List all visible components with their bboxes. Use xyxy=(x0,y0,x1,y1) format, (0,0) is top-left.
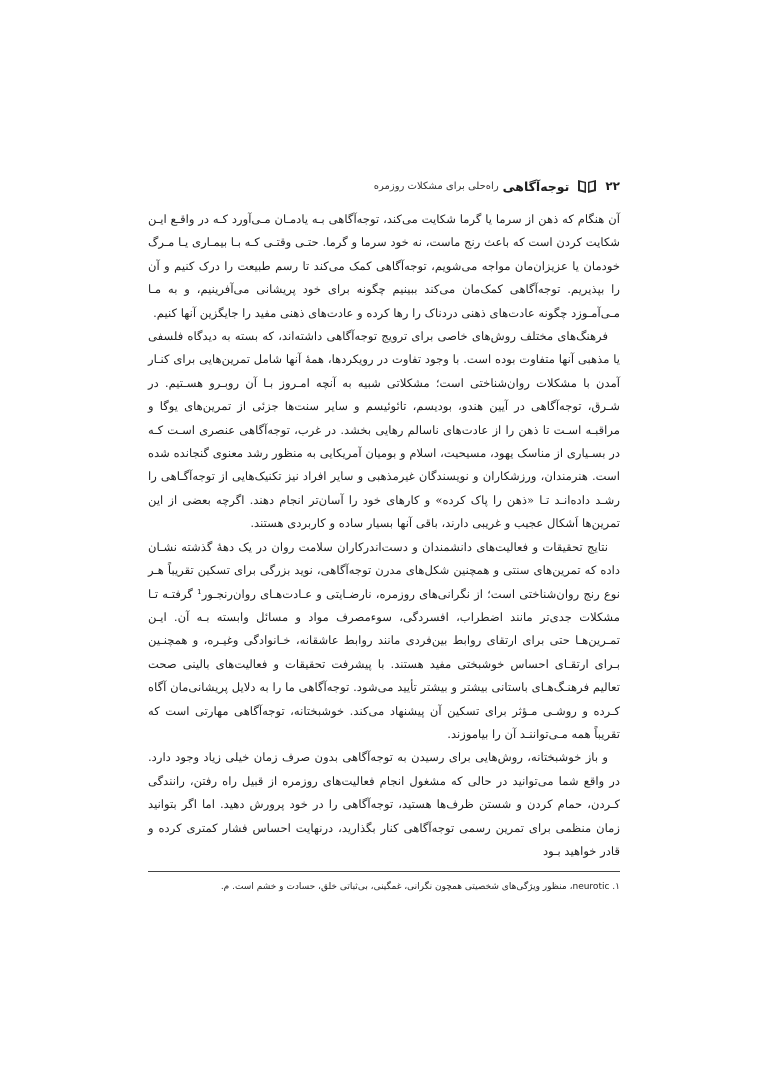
paragraph-3: نتایج تحقیقات و فعالیت‌های دانشمندان و دست‌اندرکاران سلامت روان در یک دهۀ گذشته نشـان داده که تمرین‌های سنتی و همچنین شکل‌های مدرن توجه‌آگاهی، نوید بزرگی برای تسکین تقریباً هـر نوع رنج روان‌شناختی است؛ از نگرانی‌های روزمره، نارضـایتی و عـادت‌هـای روان‌رنجـور¹ گرفتـه تـا مشکلات جدی‌تر مانند اضطراب، افسردگی، سوءمصرف مواد و مسائل وابسته بـه آن. ایـن تمـرین‌هـا حتی برای ارتقای روابط بین‌فردی مانند روابط عاشقانه، خـانوادگی وغیـره، و همچنـین بـرای ارتقـای احساس خوشبختی مفید هستند. با پیشرفت تحقیقات و فعالیت‌های بالینی صحت تعالیم فرهنـگ‌هـای باستانی بیشتر و بیشتر تأیید می‌شود. توجه‌آگاهی ما را به دلایل پریشانی‌مان آگاه کـرده و روشـی مـؤثر برای تسکین آن پیشنهاد می‌کند. خوشبختانه، توجه‌آگاهی مهارتی است که تقریباً همه مـی‌تواننـد آن را بیاموزند. xyxy=(148,539,620,741)
book-title: توجه‌آگاهی xyxy=(502,178,570,194)
book-logo-icon xyxy=(577,178,597,194)
page-number: ۲۲ xyxy=(605,179,620,193)
footnote-divider xyxy=(148,871,620,872)
book-subtitle: راه‌حلی برای مشکلات روزمره xyxy=(373,180,499,192)
main-text xyxy=(148,208,620,863)
running-header xyxy=(148,178,620,194)
footnote: ۱. neurotic، منظور ویژگی‌های شخصیتی همچون نگرانی، غمگینی، بی‌ثباتی خلق، حسادت و خشم است. م. xyxy=(220,882,620,892)
paragraph-1: آن هنگام که ذهن از سرما یا گرما شکایت می‌کند، توجه‌آگاهی بـه یادمـان مـی‌آورد کـه در واقـع ایـن شکایت کردن است که باعث رنج ماست، نه خود سرما و گرما. حتـی وقتـی کـه بـا بیمـاری یـا مـرگ خودمان یا عزیزان‌مان مواجه می‌شویم، توجه‌آگاهی کمک می‌کند تا رسم طبیعت را درک کنیم و آن را بپذیریم. توجه‌آگاهی کمک‌مان می‌کند ببینیم چگونه برای خود پریشانی می‌آفرینیم، و به مـا مـی‌آمـوزد چگونه عادت‌های ذهنی دردناک را رها کرده و عادت‌های ذهنی مفید را جایگزین آنها کنیم. xyxy=(148,212,620,320)
paragraph-2: فرهنگ‌های مختلف روش‌های خاصی برای ترویج توجه‌آگاهی داشته‌اند، که بسته به دیدگاه فلسفی یا مذهبی آنها متفاوت بوده است. با وجود تفاوت در رویکردها، همهٔ آنها شامل تمرین‌هایی برای کنـار آمدن با مشکلات روان‌شناختی است؛ مشکلاتی شبیه به آنچه امـروز بـا آن روبـرو هسـتیم. در شـرق، توجه‌آگاهی در آیین هندو، بودیسم، تائوئیسم و سایر سنت‌ها جزئی از تمرین‌های یوگا و مراقبـه اسـت تا ذهن را از عادت‌های ناسالم رهایی بخشد. در غرب، توجه‌آگاهی عنصری اسـت کـه در بسـیاری از مناسک یهود، مسیحیت، اسلام و بومیان آمریکایی به منظور رشد معنوی گنجانده شده است. هنرمندان، ورزشکاران و نویسندگان غیرمذهبی و سایر افراد نیز تکنیک‌هایی از توجه‌آگـاهی را رشـد داده‌انـد تـا «ذهن را پاک کرده» و کارهای خود را آسان‌تر انجام دهند. اگرچه بعضی از این تمرین‌ها اَشکال عجیب و غریبی دارند، باقی آنها بسیار ساده و کاربردی هستند. xyxy=(148,329,620,531)
paragraph-4: و باز خوشبختانه، روش‌هایی برای رسیدن به توجه‌آگاهی بدون صرف زمان خیلی زیاد وجود دارد. در واقع شما می‌توانید در حالی که مشغول انجام فعالیت‌های روزمره از قبیل راه رفتن، رانندگی کـردن، حمام کردن و شستن ظرف‌ها هستید، توجه‌آگاهی را در خود پرورش دهید. اما اگر بتوانید زمان منظمی برای تمرین رسمی توجه‌آگاهی کنار بگذارید، درنهایت احساس فشار کمتری کرده و قادر خواهید بـود xyxy=(148,750,620,858)
